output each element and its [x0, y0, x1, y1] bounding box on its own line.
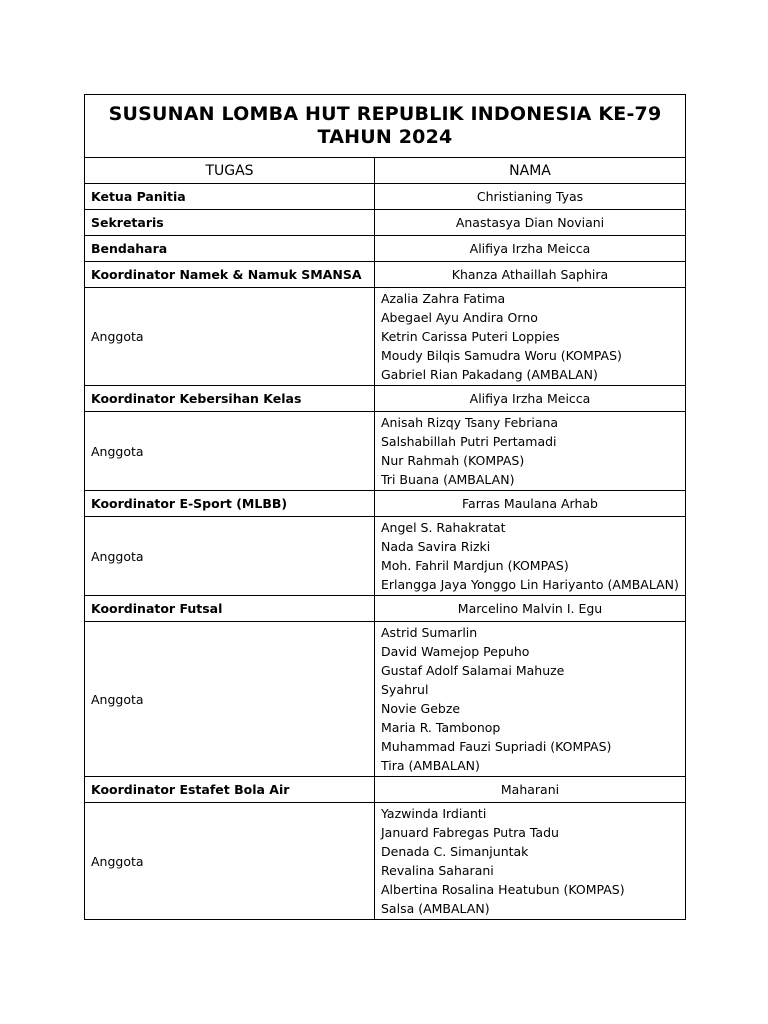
- coordinator-name: Alifiya Irzha Meicca: [375, 386, 686, 412]
- coordinator-row: [85, 386, 686, 412]
- committee-table: [84, 94, 686, 920]
- member-name: Tri Buana (AMBALAN): [381, 472, 515, 487]
- title-line-1: SUSUNAN LOMBA HUT REPUBLIK INDONESIA KE-79: [108, 103, 662, 125]
- coordinator-row: [85, 596, 686, 622]
- members-row: [85, 803, 686, 920]
- member-name: Abegael Ayu Andira Orno: [381, 310, 538, 325]
- member-name: Revalina Saharani: [381, 863, 494, 878]
- members-list: [375, 288, 686, 386]
- member-name: Yazwinda Irdianti: [381, 806, 487, 821]
- title-line-2: TAHUN 2024: [317, 126, 453, 148]
- member-name: Astrid Sumarlin: [381, 625, 478, 640]
- name-sekretaris: Anastasya Dian Noviani: [375, 210, 686, 236]
- members-label: Anggota: [85, 517, 375, 596]
- header-nama: NAMA: [375, 158, 686, 184]
- role-sekretaris: Sekretaris: [85, 210, 375, 236]
- member-name: Gustaf Adolf Salamai Mahuze: [381, 663, 565, 678]
- coordinator-role: Koordinator E-Sport (MLBB): [85, 491, 375, 517]
- members-label: Anggota: [85, 288, 375, 386]
- member-name: Muhammad Fauzi Supriadi (KOMPAS): [381, 739, 612, 754]
- members-row: [85, 412, 686, 491]
- member-name: Salsa (AMBALAN): [381, 901, 490, 916]
- role-ketua-panitia: Ketua Panitia: [85, 184, 375, 210]
- coordinator-name: Maharani: [375, 777, 686, 803]
- members-label: Anggota: [85, 622, 375, 777]
- members-label: Anggota: [85, 803, 375, 920]
- members-row: [85, 288, 686, 386]
- member-name: Januard Fabregas Putra Tadu: [381, 825, 559, 840]
- member-name: Denada C. Simanjuntak: [381, 844, 529, 859]
- committee-table-body: [85, 95, 686, 920]
- member-name: Nur Rahmah (KOMPAS): [381, 453, 525, 468]
- header-tugas: TUGAS: [85, 158, 375, 184]
- member-name: Gabriel Rian Pakadang (AMBALAN): [381, 367, 598, 382]
- title-row: [85, 95, 686, 158]
- member-name: Azalia Zahra Fatima: [381, 291, 506, 306]
- member-name: Moudy Bilqis Samudra Woru (KOMPAS): [381, 348, 622, 363]
- coordinator-role: Koordinator Kebersihan Kelas: [85, 386, 375, 412]
- name-bendahara: Alifiya Irzha Meicca: [375, 236, 686, 262]
- member-name: Albertina Rosalina Heatubun (KOMPAS): [381, 882, 625, 897]
- coordinator-name: Marcelino Malvin I. Egu: [375, 596, 686, 622]
- member-name: Maria R. Tambonop: [381, 720, 501, 735]
- members-list: [375, 803, 686, 920]
- document-title: [85, 95, 686, 158]
- member-name: Angel S. Rahakratat: [381, 520, 506, 535]
- members-list: [375, 517, 686, 596]
- coordinator-row: [85, 777, 686, 803]
- role-bendahara: Bendahara: [85, 236, 375, 262]
- table-row: [85, 184, 686, 210]
- members-list: [375, 412, 686, 491]
- coordinator-row: [85, 262, 686, 288]
- member-name: Erlangga Jaya Yonggo Lin Hariyanto (AMBALAN): [381, 577, 679, 592]
- coordinator-name: Farras Maulana Arhab: [375, 491, 686, 517]
- coordinator-role: Koordinator Namek & Namuk SMANSA: [85, 262, 375, 288]
- table-row: [85, 210, 686, 236]
- coordinator-role: Koordinator Estafet Bola Air: [85, 777, 375, 803]
- member-name: Nada Savira Rizki: [381, 539, 491, 554]
- member-name: Syahrul: [381, 682, 429, 697]
- coordinator-role: Koordinator Futsal: [85, 596, 375, 622]
- member-name: Ketrin Carissa Puteri Loppies: [381, 329, 560, 344]
- coordinator-name: Khanza Athaillah Saphira: [375, 262, 686, 288]
- table-row: [85, 236, 686, 262]
- members-row: [85, 622, 686, 777]
- members-label: Anggota: [85, 412, 375, 491]
- member-name: Salshabillah Putri Pertamadi: [381, 434, 557, 449]
- member-name: Tira (AMBALAN): [381, 758, 480, 773]
- member-name: Anisah Rizqy Tsany Febriana: [381, 415, 559, 430]
- members-row: [85, 517, 686, 596]
- header-row: [85, 158, 686, 184]
- members-list: [375, 622, 686, 777]
- member-name: Novie Gebze: [381, 701, 461, 716]
- member-name: Moh. Fahril Mardjun (KOMPAS): [381, 558, 569, 573]
- name-ketua-panitia: Christianing Tyas: [375, 184, 686, 210]
- coordinator-row: [85, 491, 686, 517]
- member-name: David Wamejop Pepuho: [381, 644, 530, 659]
